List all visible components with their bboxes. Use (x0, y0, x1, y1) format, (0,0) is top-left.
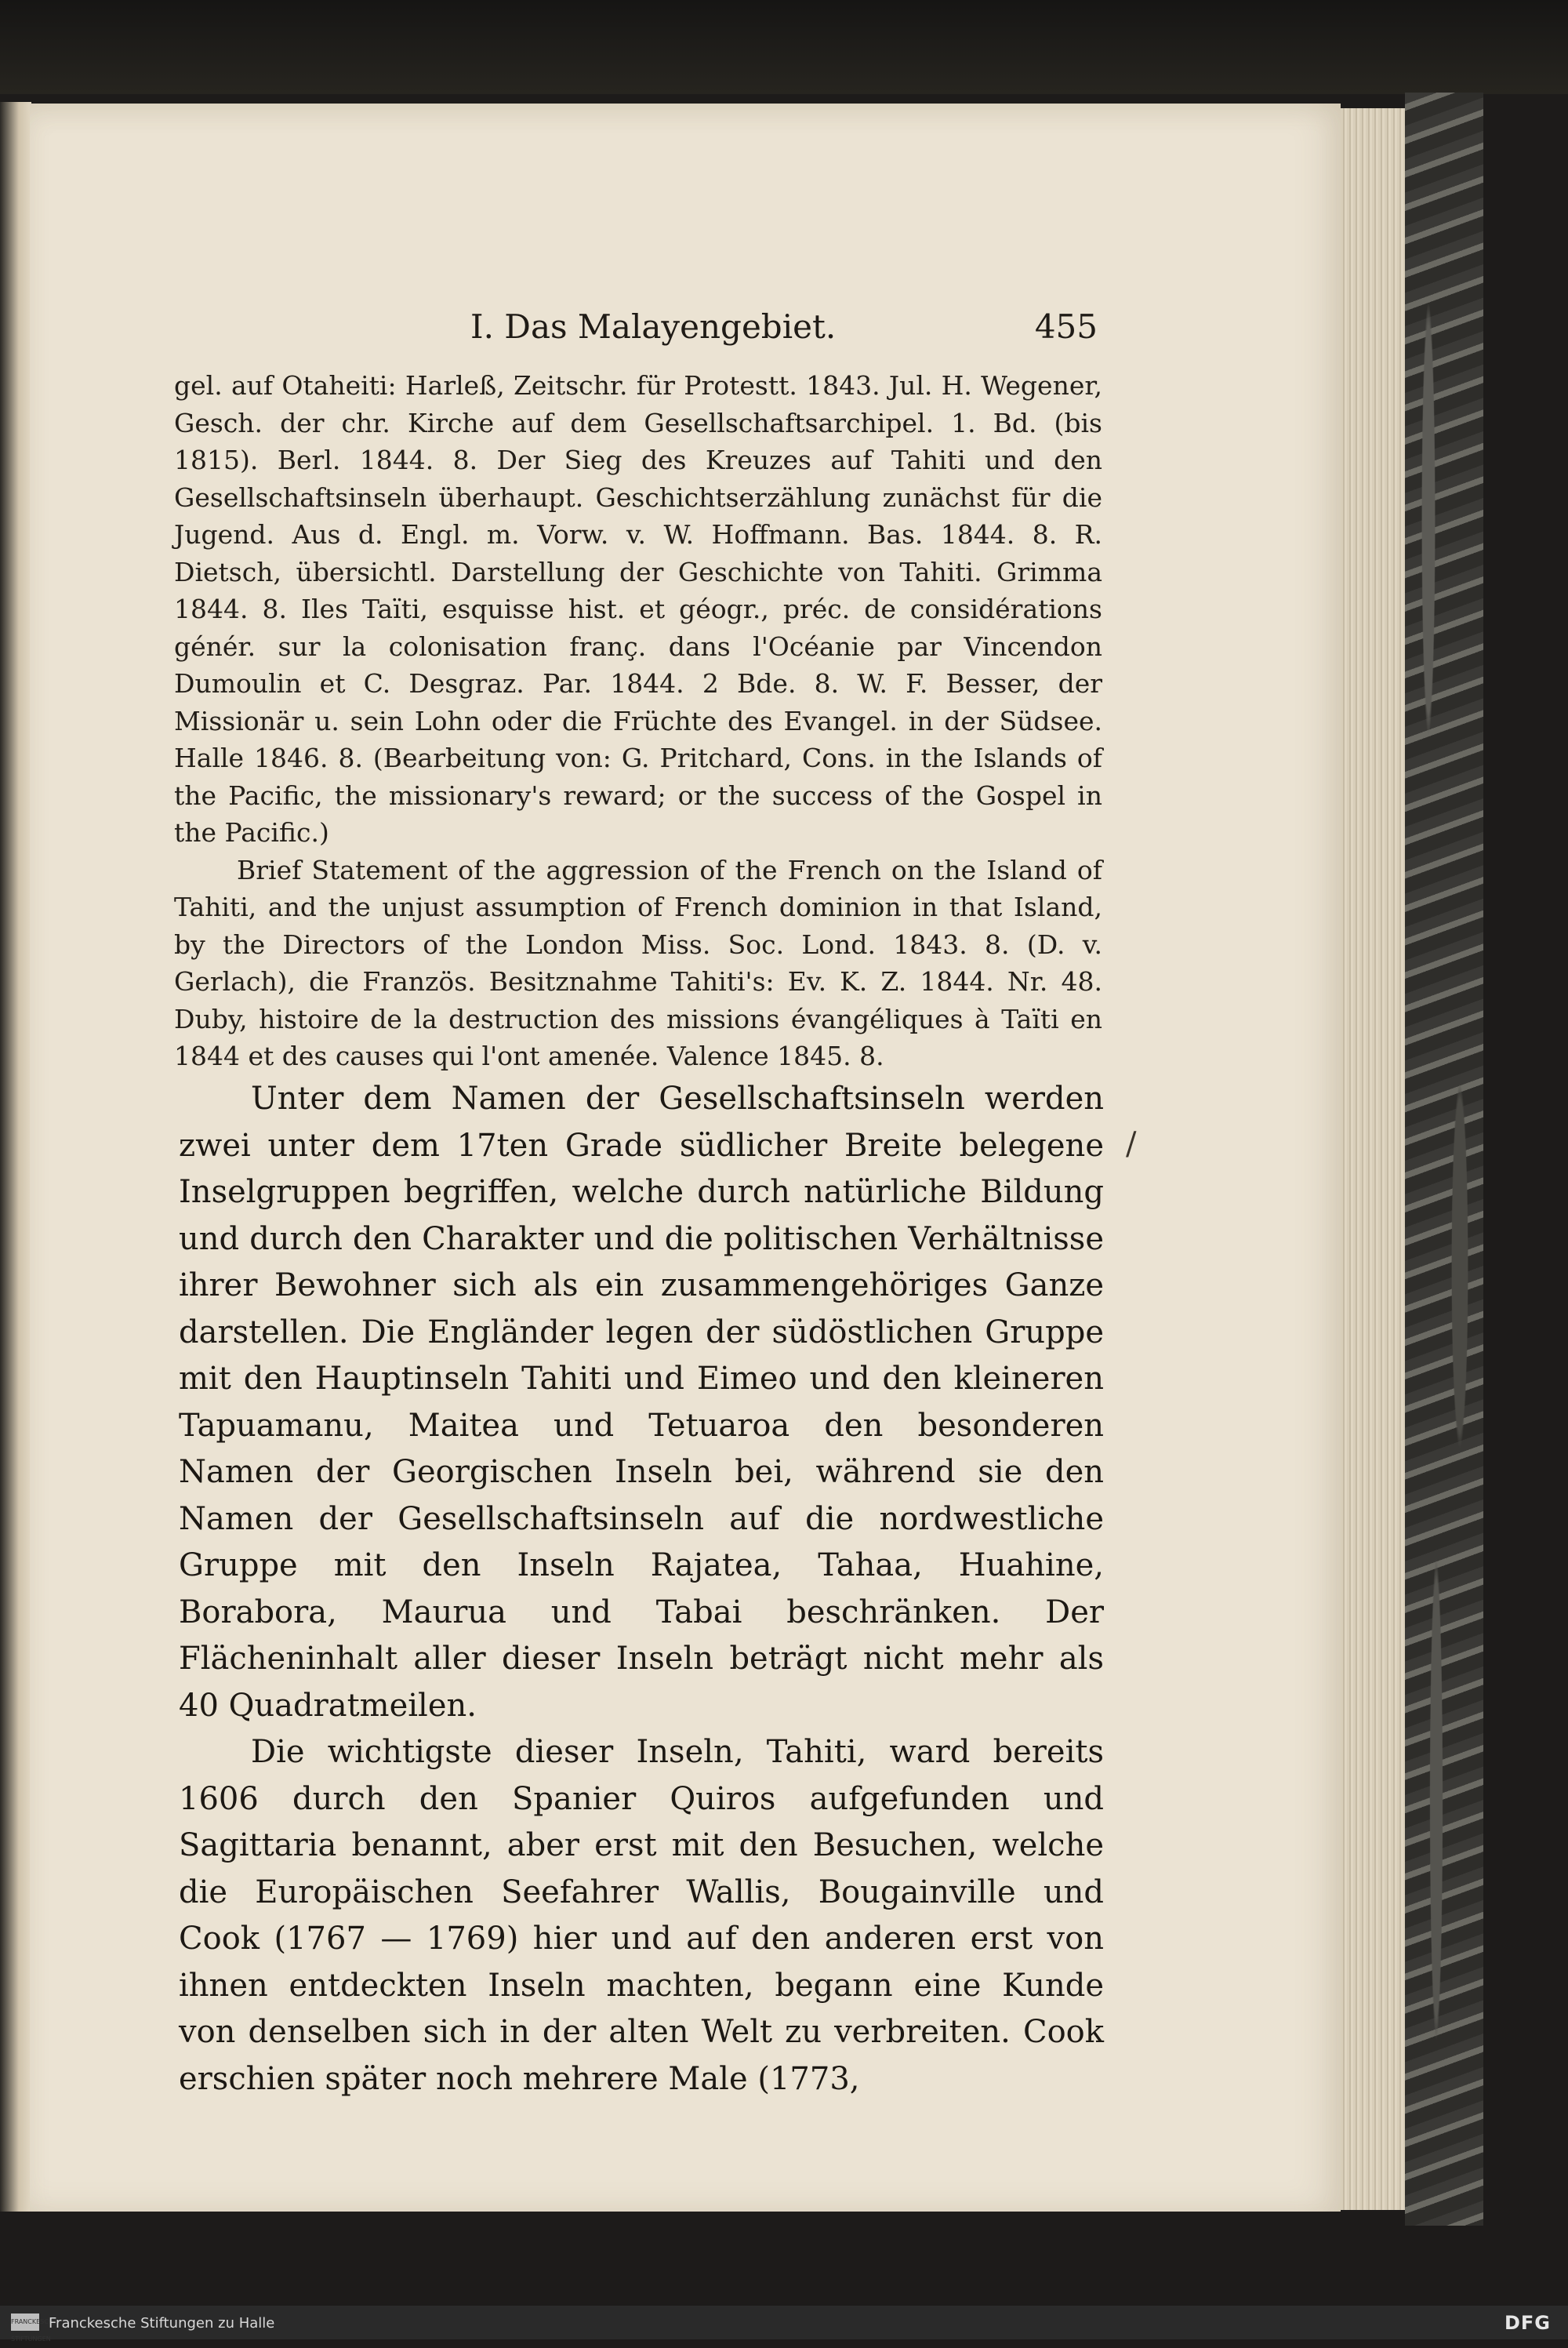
main-text (179, 1076, 1104, 2103)
scan-background-top (0, 0, 1568, 94)
marbled-cover (1405, 93, 1483, 2226)
dfg-badge: DFG (1504, 2312, 1551, 2334)
body-paragraph: Unter dem Namen der Gesellschaftsinseln werden zwei unter dem 17ten Grade südlicher Breite belegene Inselgruppen begriffen, welche durch natürliche Bildung und durch den Charakter und die politischen Verhältnisse ihrer Bewohner sich als ein zusammengehöriges Ganze darstellen. Die Engländer legen der südöstlichen Gruppe mit den Hauptinseln Tahiti und Eimeo und den kleineren Tapuamanu, Maitea und Tetuaroa den besonderen Namen der Georgischen Inseln bei, während sie den Namen der Gesellschaftsinseln auf die nordwestliche Gruppe mit den Inseln Rajatea, Tahaa, Huahine, Borabora, Maurua und Tabai beschränken. Der Flächeninhalt aller dieser Inseln beträgt nicht mehr als 40 Quadratmeilen. (179, 1081, 1104, 1724)
body-paragraph: Die wichtigste dieser Inseln, Tahiti, ward bereits 1606 durch den Spanier Quiros aufgefunden und Sagittaria benannt, aber erst mit den Besuchen, welche die Europäischen Seefahrer Wallis, Bougainville und Cook (1767 — 1769) hier und auf den anderen erst von ihnen entdeckten Inseln machten, begann eine Kunde von denselben sich in der alten Welt zu verbreiten. Cook erschien später noch mehrere Male (1773, (179, 1734, 1104, 2097)
header-title: I. Das Malayengebiet. (470, 307, 837, 346)
library-name: Franckesche Stiftungen zu Halle (49, 2315, 275, 2332)
footnote-block (174, 367, 1102, 1075)
footnote-paragraph: gel. auf Otaheiti: Harleß, Zeitschr. für Protestt. 1843. Jul. H. Wegener, Gesch. der chr. Kirche auf dem Gesellschaftsarchipel. 1. Bd. (bis 1815). Berl. 1844. 8. Der Sieg des Kreuzes auf Tahiti und den Gesellschaftsinseln überhaupt. Geschichtserzählung zunächst für die Jugend. Aus d. Engl. m. Vorw. v. W. Hoffmann. Bas. 1844. 8. R. Dietsch, übersichtl. Darstellung der Geschichte von Tahiti. Grimma 1844. 8. Iles Taïti, esquisse hist. et géogr., préc. de considérations génér. sur la colonisation franç. dans l'Océanie par Vincendon Dumoulin et C. Desgraz. Par. 1844. 2 Bde. 8. W. F. Besser, der Missionär u. sein Lohn oder die Früchte des Evangel. in der Südsee. Halle 1846. 8. (Bearbeitung von: G. Pritchard, Cons. in the Islands of the Pacific, the missionary's reward; or the success of the Gospel in the Pacific.) (174, 370, 1102, 848)
page-number: 455 (1034, 307, 1098, 346)
left-page-edge (0, 102, 31, 2212)
running-header (470, 307, 1098, 351)
margin-mark: / (1126, 1126, 1137, 1162)
library-logo-icon: FRANCKESCHE STIFTUNGEN (11, 2313, 39, 2331)
page-block-edges (1341, 108, 1408, 2210)
footnote-paragraph: Brief Statement of the aggression of the French on the Island of Tahiti, and the unjust assumption of French dominion in that Island, by the Directors of the London Miss. Soc. Lond. 1843. 8. (D. v. Gerlach), die Französ. Besitznahme Tahiti's: Ev. K. Z. 1844. Nr. 48. Duby, histoire de la destruction des missions évangéliques à Taïti en 1844 et des causes qui l'ont amenée. Valence 1845. 8. (174, 854, 1102, 1071)
viewer-footer-bar (0, 2306, 1568, 2343)
